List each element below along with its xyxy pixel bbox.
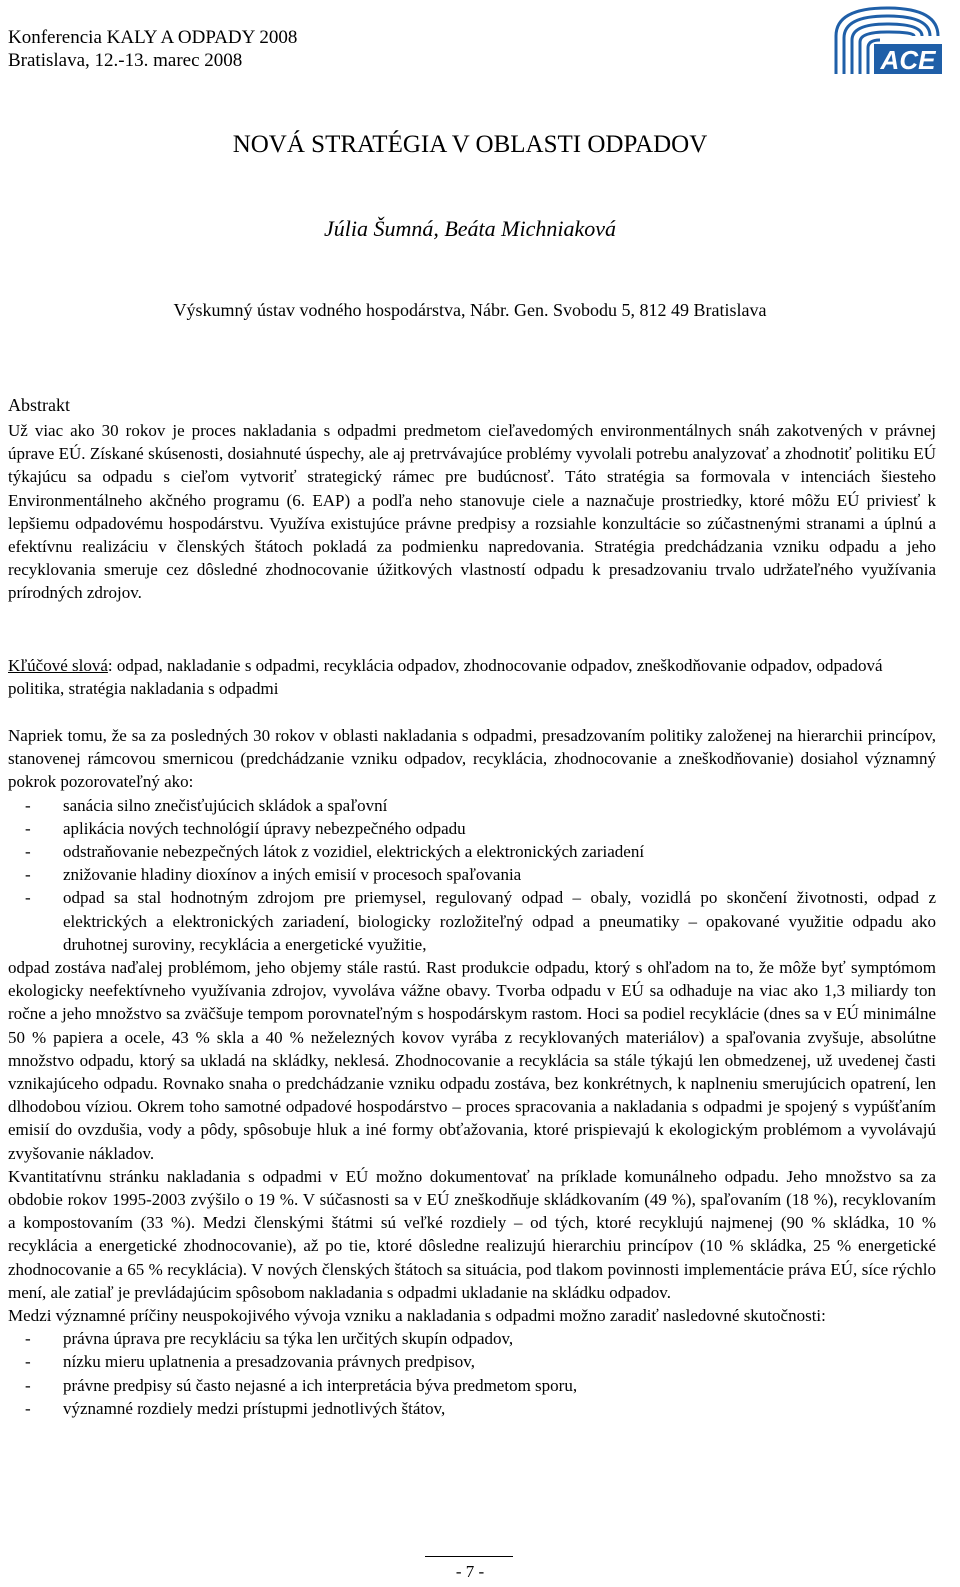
conference-date-place: Bratislava, 12.-13. marec 2008 — [8, 50, 243, 71]
abstract-text: Už viac ako 30 rokov je proces nakladania s odpadmi predmetom cieľavedomých environmentálnych snáh zakotvených v právnej úprave EÚ. Získané skúsenosti, dosiahnuté úspechy, ale aj pretrvávajúce problémy vyvolali potrebu analyzovať a zhodnotiť politiku EÚ týkajúcu sa odpadu s cieľom vytvoriť strategický rámec pre budúcnosť. Táto stratégia sa formovala v intenciách šiesteho Environmentálneho akčného programu (6. EAP) a podľa neho stanovuje ciele a naznačuje prostriedky, ktoré môžu EÚ priviesť k lepšiemu odpadovému hospodárstvu. Využíva existujúce právne predpisy a rozsiahle konzultácie so zúčastnenými stranami a úplnú a efektívnu realizáciu v členských štátoch pokladá za podmienku napredovania. Stratégia predchádzania vzniku odpadu a jeho recyklovania smeruje cez dôsledné zhodnocovanie úžitkových vlastností odpadu k presadzovaniu trvalo udržateľného využívania prírodných zdrojov. — [8, 421, 936, 603]
list-item: - sanácia silno znečisťujúcich skládok a spaľovní — [25, 795, 388, 815]
paper-authors: Júlia Šumná, Beáta Michniaková — [323, 216, 617, 241]
body-paragraph-2: Kvantitatívnu stránku nakladania s odpadmi v EÚ možno dokumentovať na príklade komunálneho odpadu. Jeho množstvo sa za obdobie rokov 1995-2003 zvýšilo o 19 %. V súčasnosti sa v EÚ zneškodňuje skládkovaním (49 %), spaľovaním (18 %), recyklovaním a kompostovaním (33 %). Medzi členskými štátmi sú veľké rozdiely – od tých, ktoré recyklujú najmenej (90 % skládka, 10 % recyklácia a energetické zhodnocovanie), až po tie, ktoré dôsledne realizujú hierarchiu princípov (10 % skládka, 25 % energetické zhodnocovanie a 65 % recyklácia). V nových členských štátoch sa situácia, pod tlakom povinnosti implementácie práva EÚ, síce rýchlo mení, ale zatiaľ je prevládajúcim spôsobom nakladania s odpadmi ukladanie na skládku odpadov. — [8, 1166, 936, 1302]
abstract-heading: Abstrakt — [8, 395, 70, 415]
author-affiliation: Výskumný ústav vodného hospodárstva, Nábr. Gen. Svobodu 5, 812 49 Bratislava — [173, 300, 767, 320]
conference-name: Konferencia KALY A ODPADY 2008 — [8, 27, 298, 48]
abstract-body — [8, 419, 936, 605]
body-paragraph-3: Medzi významné príčiny neuspokojivého vývoja vzniku a nakladania s odpadmi možno zaradiť nasledovné skutočnosti: — [8, 1306, 826, 1326]
body-paragraph-1: odpad zostáva naďalej problémom, jeho objemy stále rastú. Rast produkcie odpadu, ktorý s ohľadom na to, že môže byť symptómom ekologicky neefektívneho využívania zdrojov, vyvoláva vážne obavy. Tvorba odpadu v EÚ sa odhaduje na viac ako 1,3 miliardy ton ročne a jeho množstvo sa zväčšuje tempom porovnateľným s hospodárskym rastom. Hoci sa podiel recyklácie (dnes sa v EÚ minimálne 50 % papiera a ocele, 43 % skla a 40 % neželezných kovov vyrába z recyklovaných materiálov) a spaľovania zvyšuje, absolútne množstvo odpadu, ktorý sa ukladá na skládky, neklesá. Zhodnocovanie a recyklácia sa stále týkajú len obmedzenej, už uvedenej časti vznikajúceho odpadu. Rovnako snaha o predchádzanie vzniku odpadu zostáva, bez konkrétnych, k naplneniu smerujúcich opatrení, len dlhodobou víziou. Okrem toho samotné odpadové hospodárstvo – proces spracovania a nakladania s odpadmi je spojený s vypúšťaním emisií do ovzdušia, vody a pôdy, spôsobuje hluk a iné formy obťažovania, ktoré prispievajú k ekologickým problémom a vyvolávajú zvyšovanie nákladov. — [8, 958, 936, 1163]
keywords-block — [8, 654, 936, 700]
logo-text: ACE — [880, 45, 936, 75]
keywords-label: Kľúčové slová — [8, 656, 108, 675]
intro-paragraph: Napriek tomu, že sa za posledných 30 rokov v oblasti nakladania s odpadmi, presadzovaním politiky založenej na hierarchii princípov, stanovenej rámcovou smernicou (predchádzanie vzniku odpadov, recyklácia, zhodnocovanie a zneškodňovanie) dosiahol významný pokrok pozorovateľný ako: — [8, 726, 936, 792]
paper-title: NOVÁ STRATÉGIA V OBLASTI ODPADOV — [232, 131, 708, 158]
page-number: - 7 - — [455, 1562, 485, 1581]
list-item: - znižovanie hladiny dioxínov a iných emisií v procesoch spaľovania — [25, 865, 522, 885]
list-item: - právne predpisy sú často nejasné a ich interpretácia býva predmetom sporu, — [25, 1375, 578, 1395]
list-item: - aplikácia nových technológií úpravy nebezpečného odpadu — [25, 818, 466, 838]
list-item: - právna úprava pre recykláciu sa týka len určitých skupín odpadov, — [25, 1329, 514, 1349]
keywords-text: : odpad, nakladanie s odpadmi, recyklácia odpadov, zhodnocovanie odpadov, zneškodňovanie odpadov, odpadová politika, stratégia nakladania s odpadmi — [8, 656, 883, 699]
ace-logo-icon — [830, 4, 945, 76]
list-item: - odpad sa stal hodnotným zdrojom pre priemysel, regulovaný odpad – obaly, vozidlá po skončení životnosti, odpad z elektrických a elektronických zariadení, biologicky rozložiteľný odpad a pneumatiky – opakované využitie odpadu ako druhotnej suroviny, recyklácia a energetické využitie, — [25, 888, 936, 954]
footer-rule — [425, 1556, 513, 1557]
keywords-paragraph — [8, 654, 936, 700]
conference-header — [8, 26, 297, 72]
list-item: - nízku mieru uplatnenia a presadzovania právnych predpisov, — [25, 1352, 475, 1372]
main-body — [8, 724, 936, 1420]
progress-list — [8, 794, 936, 956]
causes-list — [8, 1327, 936, 1420]
list-item: - významné rozdiely medzi prístupmi jednotlivých štátov, — [25, 1398, 446, 1418]
list-item: - odstraňovanie nebezpečných látok z vozidiel, elektrických a elektronických zariadení — [25, 842, 645, 862]
